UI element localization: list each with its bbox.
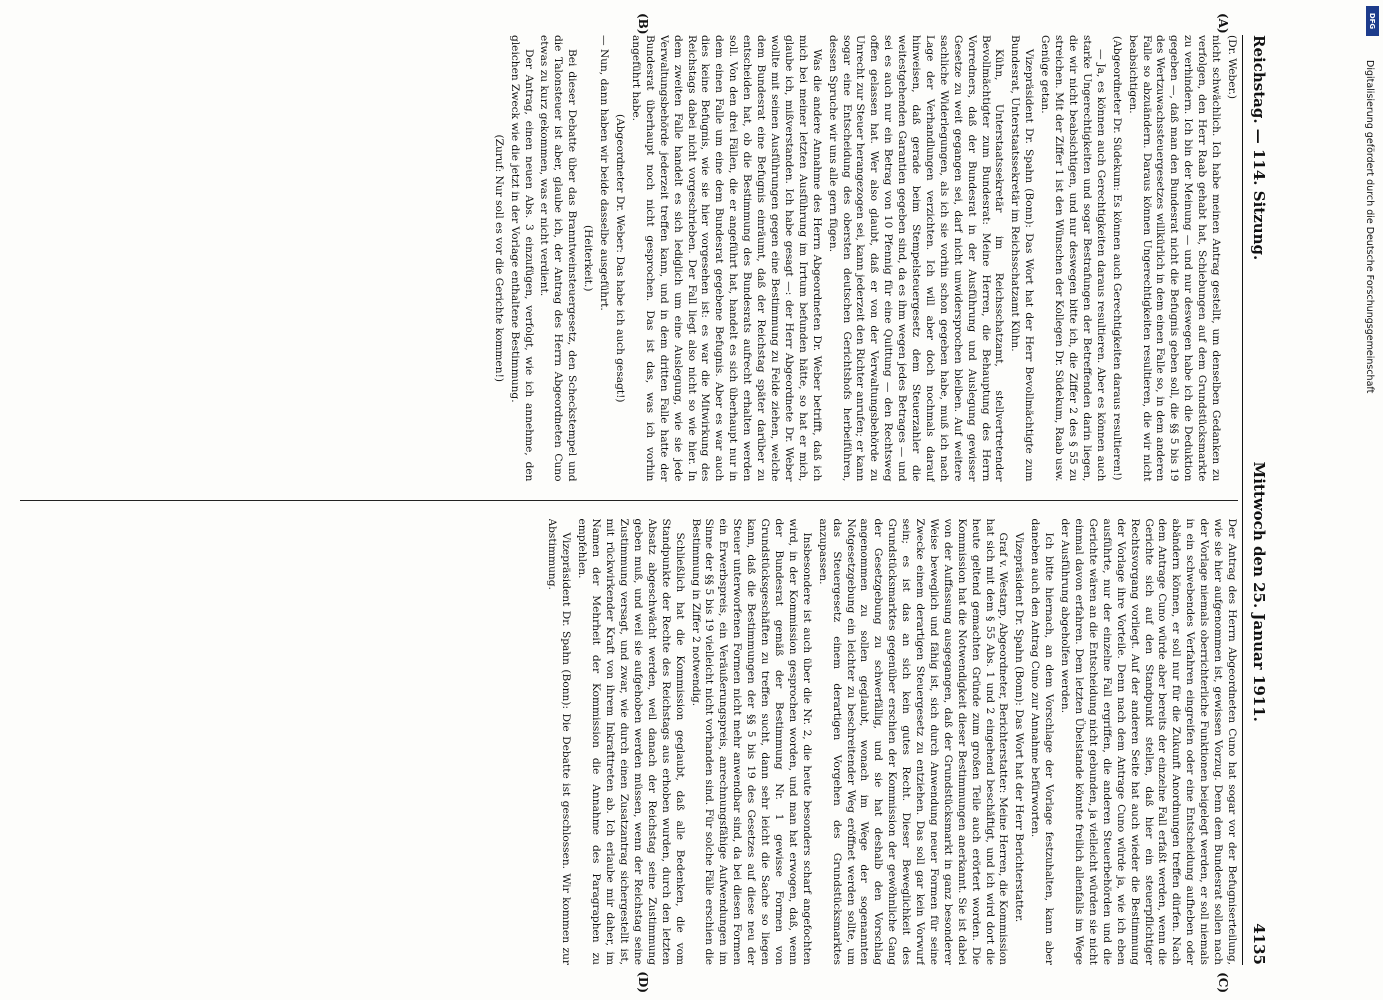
paragraph: (Abgeordneter Dr. Weber: Das habe ich auch gesagt!) [614,113,627,403]
left-column [20,35,1238,482]
paragraph: Vizepräsident Dr. Spahn (Bonn): Das Wort hat der Herr Bevollmächtigte zum Bundesrat, Unterstaatssekretär im Reichsschatzamt Kühn. [1009,35,1036,482]
digitization-credit [1363,10,1379,990]
paragraph: (Dr. Weber.) [1226,35,1238,100]
header-center: Mittwoch den 25. Januar 1911. [1250,461,1268,722]
margin-marker-b: (B) [636,13,650,35]
paragraph: — Ja, es können auch Gerechtigkeiten daraus resultieren. Aber es können auch starke Ungerechtigkeiten und sogar Bestrafungen der Betreffenden darin liegen, die wir nicht beabsichtigen, und nur deswegen bitte ich, die Ziffer 2 des § 55 zu streichen. Mit der Ziffer 1 ist den Wünschen der Kollegen Dr. Südekum, Raab usw. Genüge getan. [1039,35,1107,482]
paragraph: Vizepräsident Dr. Spahn (Bonn): Die Debatte ist geschlossen. Wir kommen zur Abstimmung. [546,518,573,965]
right-column [20,519,1238,966]
margin-marker-d: (D) [636,971,650,993]
paragraph: Bei dieser Debatte über das Branntweinsteuergesetz, den Scheckstempel und die Talonsteuer ist aber, glaube ich, der Antrag des Herrn Abgeordneten Cuno etwas zu kurz gekommen, was er nicht verdient. [538,35,579,482]
credit-text: Digitalisierung gefördert durch die Deutsche Forschungsgemeinschaft [1364,60,1375,394]
paragraph: Vizepräsident Dr. Spahn (Bonn): Das Wort hat der Herr Berichterstatter. [1013,532,1026,923]
paragraph: Graf v. Westarp, Abgeordneter, Berichterstatter: Meine Herren, die Kommission hat sich mit dem § 55 Abs. 1 und 2 eingehend beschäftigt, und ich wird dort die heute geltend gemachten Gründe zum großen Teile auch erörtert worden. Die Kommission hat die Notwendigkeit dieser Bestimmungen anerkannt. Sie ist dabei von der Auffassung ausgegangen, daß der Grundstücksmarkt in ganz besonderer Weise beweglich und fähig ist, sich durch Anwendung neuer Formen für seine Zwecke einem derartigen Steuergesetz zu entziehen. Das soll gar kein Vorwurf sein; es ist das an sich kein gutes Recht. Dieser Beweglichkeit des Grundstücksmarktes gegenüber erschien der Kommission der gewöhnliche Gang der Gesetzgebung zu schwerfällig, und sie hat deshalb den Vorschlag angenommen zu sollen geglaubt, wonach im Wege der sogenannten Notgesetzgebung ein leichter zu beschreitender Weg eröffnet werden sollte, um das Steuergesetz einem derartigen Vorgehen des Grundstücksmarktes anzupassen. [816,518,1010,965]
column-divider [20,500,1238,501]
document-page [0,5,1290,995]
header-left: Reichstag. — 114. Sitzung. [1250,35,1268,261]
margin-marker-c: (C) [1216,972,1230,993]
paragraph: (Zuruf: Nur soll es vor die Gerichte kommen!) [492,134,505,382]
paragraph: Insbesondere ist auch über die Nr. 2, die heute besonders scharf angefochten wird, in der Kommission gesprochen worden, und man hat erwogen, daß, wenn der Bundesrat gemäß der Bestimmung Nr. 1 gewisse Formen von Grundstücksgeschäften zu treffen sucht, dann sehr leicht die Sache so liegen kann, daß die Bestimmungen der §§ 5 bis 19 des Gesetzes auf diese neu der Steuer unterworfenen Formen nicht mehr anwendbar sind, da bei diesen Formen ein Erwerbspreis, ein Veräußerungspreis, anrechnungsfähige Aufwendungen im Sinne der §§ 5 bis 19 vielleicht nicht vorhanden sind. Für solche Fälle erschien die Bestimmung in Ziffer 2 notwendig. [689,518,813,965]
dfg-label: DFG [1368,12,1377,30]
paragraph: Ich bitte hiernach, an dem Vorschlage der Vorlage festzuhalten, kann aber daneben auch den Antrag Cuno zur Annahme befürworten. [1029,518,1056,965]
paragraph: (Heiterkeit.) [582,225,595,292]
page-header [1242,35,1272,965]
paragraph: Was die andere Annahme des Herrn Abgeordneten Dr. Weber betrifft, daß ich mich bei meiner letzten Ausführung im Irrtum befunden hätte, so hat er mich, glaube ich, mißverstanden. Ich habe gesagt —: der Herr Abgeordnete Dr. Weber wollte mit seinen Ausführungen gegen eine Bestimmung zu Felde ziehen, welche dem Bundesrat eine Befugnis einräumt, daß der Reichstag später darüber zu entscheiden hat, ob die Bestimmung des Bundesrats aufrecht erhalten werden soll. Von den drei Fällen, die er angeführt hat, handelt es sich überhaupt nur in dem einen Falle um eine dem Bundesrat gegebene Befugnis. Aber es war auch dies keine Befugnis, wie sie hier vorgesehen ist: es war die Mitwirkung des Reichstags dabei nicht vorgeschrieben. Der Fall liegt also nicht so wie hier. In dem zweiten Falle handelt es sich lediglich um eine Auslegung, wie sie jede Verwaltungsbehörde jederzeit treffen kann, und in dem dritten Falle hatte der Bundesrat überhaupt noch nicht gesprochen. Das ist das, was ich vorhin angeführt habe. [629,35,823,482]
paragraph: Der Antrag des Herrn Abgeordneten Cuno hat sogar vor der Befugniserteilung, wie sie hier aufgenommen ist, gewissen Vorzug. Denn dem Bundesrat sollen nach der Vorlage niemals oberrichterliche Funktionen beigelegt werden, er soll niemals in ein schwebendes Verfahren eingreifen oder eine Entscheidung aufheben oder abändern können, er soll nur für die Zukunft Anordnungen treffen dürfen. Nach dem Antrage Cuno würde aber bereits der einzelne Fall erfaßt werden, wenn die Gerichte sich auf den Standpunkt stellen, daß hier ein steuerpflichtiger Rechtsvorgang vorliegt. Auf der anderen Seite hat auch wieder die Bestimmung der Vorlage ihre Vorteile. Denn nach dem Antrage Cuno würde ja, wie ich eben ausführte, nur der einzelne Fall ergriffen, die anderen Steuerbehörden und die Gerichte wären an die Entscheidung nicht gebunden, ja vielleicht würden sie nicht einmal davon erfahren. Dem letzten Übelstande könnte freilich allenfalls im Wege der Ausführung abgeholfen werden. [1059,518,1238,965]
paragraph: nicht schwächlich. Ich habe meinen Antrag gestellt, um denselben Gedanken zu verfolgen, den Herr Raab gehabt hat, Schiebungen auf dem Grundstücksmarkte zu verhindern. Ich bin der Meinung — und nur deswegen habe ich die Deduktion gegeben —, daß man den Bundesrat nicht die Befugnis geben soll, die §§ 5 bis 19 des Wertzuwachssteuergesetzes willkürlich in dem einen Falle so, in dem anderen Falle so abzuändern. Daraus können Ungerechtigkeiten resultieren, die wir nicht beabsichtigen. [1126,35,1223,482]
paragraph: Schließlich hat die Kommission geglaubt, daß alle Bedenken, die vom Standpunkte der Rechte des Reichstags aus erhoben wurden, durch den letzten Absatz abgeschwächt werden, weil danach der Reichstag seine Zustimmung geben muß, und weil sie aufgehoben werden müssen, wenn der Reichstag seine Zustimmung versagt, und zwar, wie durch einen Zusatzantrag sichergestellt ist, mit rückwirkender Kraft von ihrem Inkrafttreten ab. Ich erlaube mir daher, im Namen der Mehrheit der Kommission die Annahme des Paragraphen zu empfehlen. [576,518,686,965]
margin-marker-a: (A) [1216,13,1230,34]
paragraph: (Abgeordneter Dr. Südekum: Es können auch Gerechtigkeiten daraus resultieren!) [1110,35,1123,481]
paragraph: Der Antrag, einen neuen Abs. 3 einzufügen, verfolgt, wie ich annehme, den gleichen Zweck wie die jetzt in der Vorlage enthaltene Bestimmung. [508,35,535,482]
page-number: 4135 [1250,923,1268,965]
text-columns [20,35,1238,965]
paragraph: Kühn, Unterstaatssekretär im Reichsschatzamt, stellvertretender Bevollmächtigter zum Bundesrat: Meine Herren, die Behauptung des Herrn Vorredners, daß der Bundesrat in der Ausführung und Auslegung gewisser Gesetze zu weit gegangen sei, darf nicht unwidersprochen bleiben. Auf weitere sachliche Widerlegungen, als ich sie vorhin schon gegeben habe, muß ich nach Lage der Verhandlungen verzichten. Ich will aber doch nochmals darauf hinweisen, daß gerade beim Stempelsteuergesetz dem Steuerzahler die weitestgehenden Garantien gegeben sind, da es ihm wegen jedes Betrages — und sei es auch nur ein Betrag von 10 Pfennig für eine Quittung — den Rechtsweg offen gelassen hat. Wer also glaubt, daß er von der Verwaltungsbehörde zu Unrecht zur Steuer herangezogen sei, kann jederzeit den Richter anrufen; er kann sogar eine Entscheidung des obersten deutschen Gerichtshofs herbeiführen, dessen Spruche wir uns alle gern fügen. [826,35,1006,482]
paragraph: — Nun, dann haben wir beide dasselbe ausgeführt. [598,35,611,311]
